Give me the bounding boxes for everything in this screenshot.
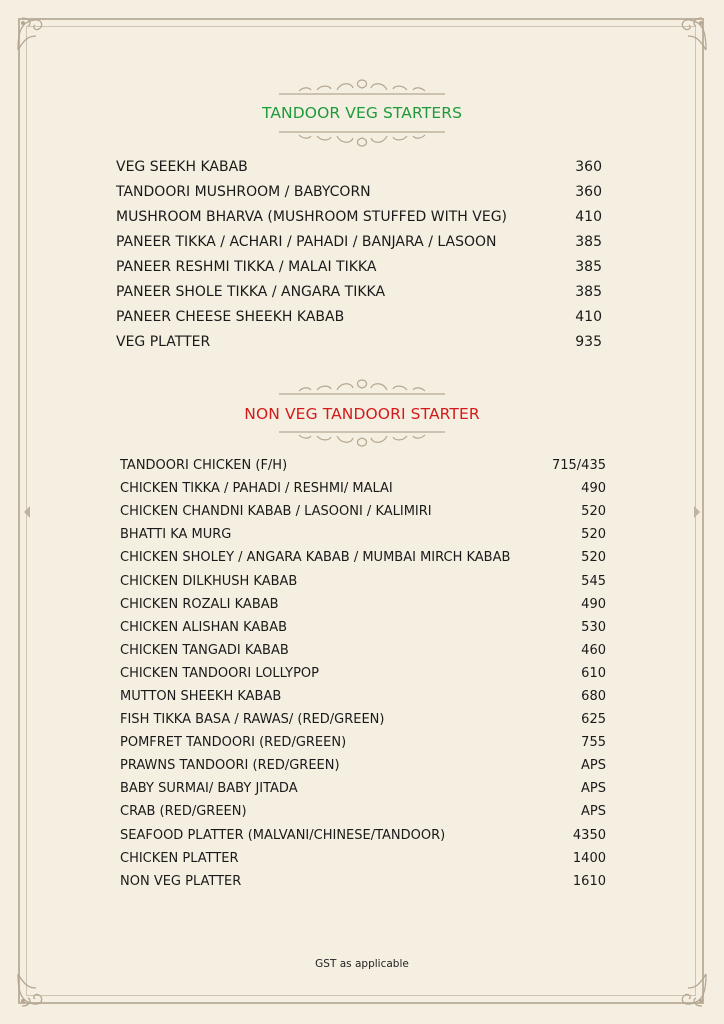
menu-item <box>116 229 602 254</box>
veg-menu-list <box>116 154 602 354</box>
item-price: 715/435 <box>551 458 606 474</box>
item-name: NON VEG PLATTER <box>120 873 242 889</box>
item-price: 360 <box>575 158 602 175</box>
item-price: 410 <box>575 308 602 325</box>
side-notch-icon <box>694 506 700 518</box>
item-name: CHICKEN TANDOORI LOLLYPOP <box>120 665 320 681</box>
menu-item <box>120 454 606 477</box>
item-name: CHICKEN DILKHUSH KABAB <box>120 573 298 589</box>
side-notch-icon <box>24 506 30 518</box>
menu-item <box>120 569 606 592</box>
item-name: TANDOORI MUSHROOM / BABYCORN <box>116 183 371 200</box>
menu-item <box>116 279 602 304</box>
menu-item <box>120 708 606 731</box>
item-price: 755 <box>581 735 606 751</box>
item-name: CRAB (RED/GREEN) <box>120 804 247 820</box>
item-name: PANEER SHOLE TIKKA / ANGARA TIKKA <box>116 283 386 300</box>
item-price: 385 <box>575 233 602 250</box>
item-name: VEG SEEKH KABAB <box>116 158 248 175</box>
menu-item <box>120 616 606 639</box>
menu-item <box>116 329 602 354</box>
item-name: PRAWNS TANDOORI (RED/GREEN) <box>120 758 340 774</box>
menu-item <box>120 754 606 777</box>
item-price: 410 <box>575 208 602 225</box>
item-name: CHICKEN TIKKA / PAHADI / RESHMI/ MALAI <box>120 481 393 497</box>
menu-item <box>120 546 606 569</box>
item-price: 1400 <box>572 850 606 866</box>
item-name: BABY SURMAI/ BABY JITADA <box>120 781 298 797</box>
item-price: 4350 <box>572 827 606 843</box>
flourish-divider-icon <box>277 128 447 150</box>
item-name: CHICKEN SHOLEY / ANGARA KABAB / MUMBAI MIRCH KABAB <box>120 550 511 566</box>
item-price: 935 <box>575 333 602 350</box>
item-name: CHICKEN CHANDNI KABAB / LASOONI / KALIMIRI <box>120 504 432 520</box>
item-price: APS <box>581 781 606 797</box>
item-price: 520 <box>581 504 606 520</box>
menu-item <box>120 685 606 708</box>
item-price: 1610 <box>572 873 606 889</box>
flourish-divider-icon <box>277 376 447 398</box>
item-name: SEAFOOD PLATTER (MALVANI/CHINESE/TANDOOR) <box>120 827 446 843</box>
item-price: APS <box>581 804 606 820</box>
item-name: TANDOORI CHICKEN (F/H) <box>120 458 288 474</box>
item-name: MUSHROOM BHARVA (MUSHROOM STUFFED WITH VEG) <box>116 208 508 225</box>
menu-item <box>120 800 606 823</box>
item-name: CHICKEN PLATTER <box>120 850 239 866</box>
menu-item <box>120 847 606 870</box>
corner-ornament-icon <box>14 970 54 1010</box>
corner-ornament-icon <box>14 14 54 54</box>
menu-item <box>120 477 606 500</box>
item-name: CHICKEN ALISHAN KABAB <box>120 619 288 635</box>
item-price: 545 <box>581 573 606 589</box>
item-price: 490 <box>581 481 606 497</box>
menu-item <box>120 777 606 800</box>
menu-item <box>116 179 602 204</box>
menu-item <box>116 254 602 279</box>
menu-item <box>116 304 602 329</box>
menu-item <box>120 500 606 523</box>
menu-item <box>120 523 606 546</box>
item-name: POMFRET TANDOORI (RED/GREEN) <box>120 735 347 751</box>
gst-note: GST as applicable <box>315 958 409 970</box>
item-price: 360 <box>575 183 602 200</box>
nonveg-menu-list <box>120 454 606 893</box>
item-price: 625 <box>581 712 606 728</box>
nonveg-section-title: NON VEG TANDOORI STARTER <box>244 405 480 423</box>
item-name: MUTTON SHEEKH KABAB <box>120 688 282 704</box>
menu-item <box>120 662 606 685</box>
item-price: 520 <box>581 527 606 543</box>
item-price: 385 <box>575 258 602 275</box>
menu-item <box>120 731 606 754</box>
menu-item <box>120 639 606 662</box>
menu-item <box>120 824 606 847</box>
flourish-divider-icon <box>277 428 447 450</box>
item-name: VEG PLATTER <box>116 333 211 350</box>
item-price: 680 <box>581 688 606 704</box>
item-name: BHATTI KA MURG <box>120 527 232 543</box>
item-price: 490 <box>581 596 606 612</box>
menu-item <box>120 593 606 616</box>
item-name: PANEER CHEESE SHEEKH KABAB <box>116 308 345 325</box>
item-price: 530 <box>581 619 606 635</box>
menu-item <box>120 870 606 893</box>
corner-ornament-icon <box>670 14 710 54</box>
item-price: 520 <box>581 550 606 566</box>
menu-item <box>116 154 602 179</box>
item-name: PANEER RESHMI TIKKA / MALAI TIKKA <box>116 258 377 275</box>
item-name: FISH TIKKA BASA / RAWAS/ (RED/GREEN) <box>120 712 385 728</box>
item-name: CHICKEN TANGADI KABAB <box>120 642 289 658</box>
item-price: 385 <box>575 283 602 300</box>
item-price: 610 <box>581 665 606 681</box>
item-price: 460 <box>581 642 606 658</box>
corner-ornament-icon <box>670 970 710 1010</box>
flourish-divider-icon <box>277 76 447 98</box>
veg-section-title: TANDOOR VEG STARTERS <box>261 104 463 122</box>
item-price: APS <box>581 758 606 774</box>
menu-item <box>116 204 602 229</box>
item-name: CHICKEN ROZALI KABAB <box>120 596 279 612</box>
item-name: PANEER TIKKA / ACHARI / PAHADI / BANJARA / LASOON <box>116 233 497 250</box>
